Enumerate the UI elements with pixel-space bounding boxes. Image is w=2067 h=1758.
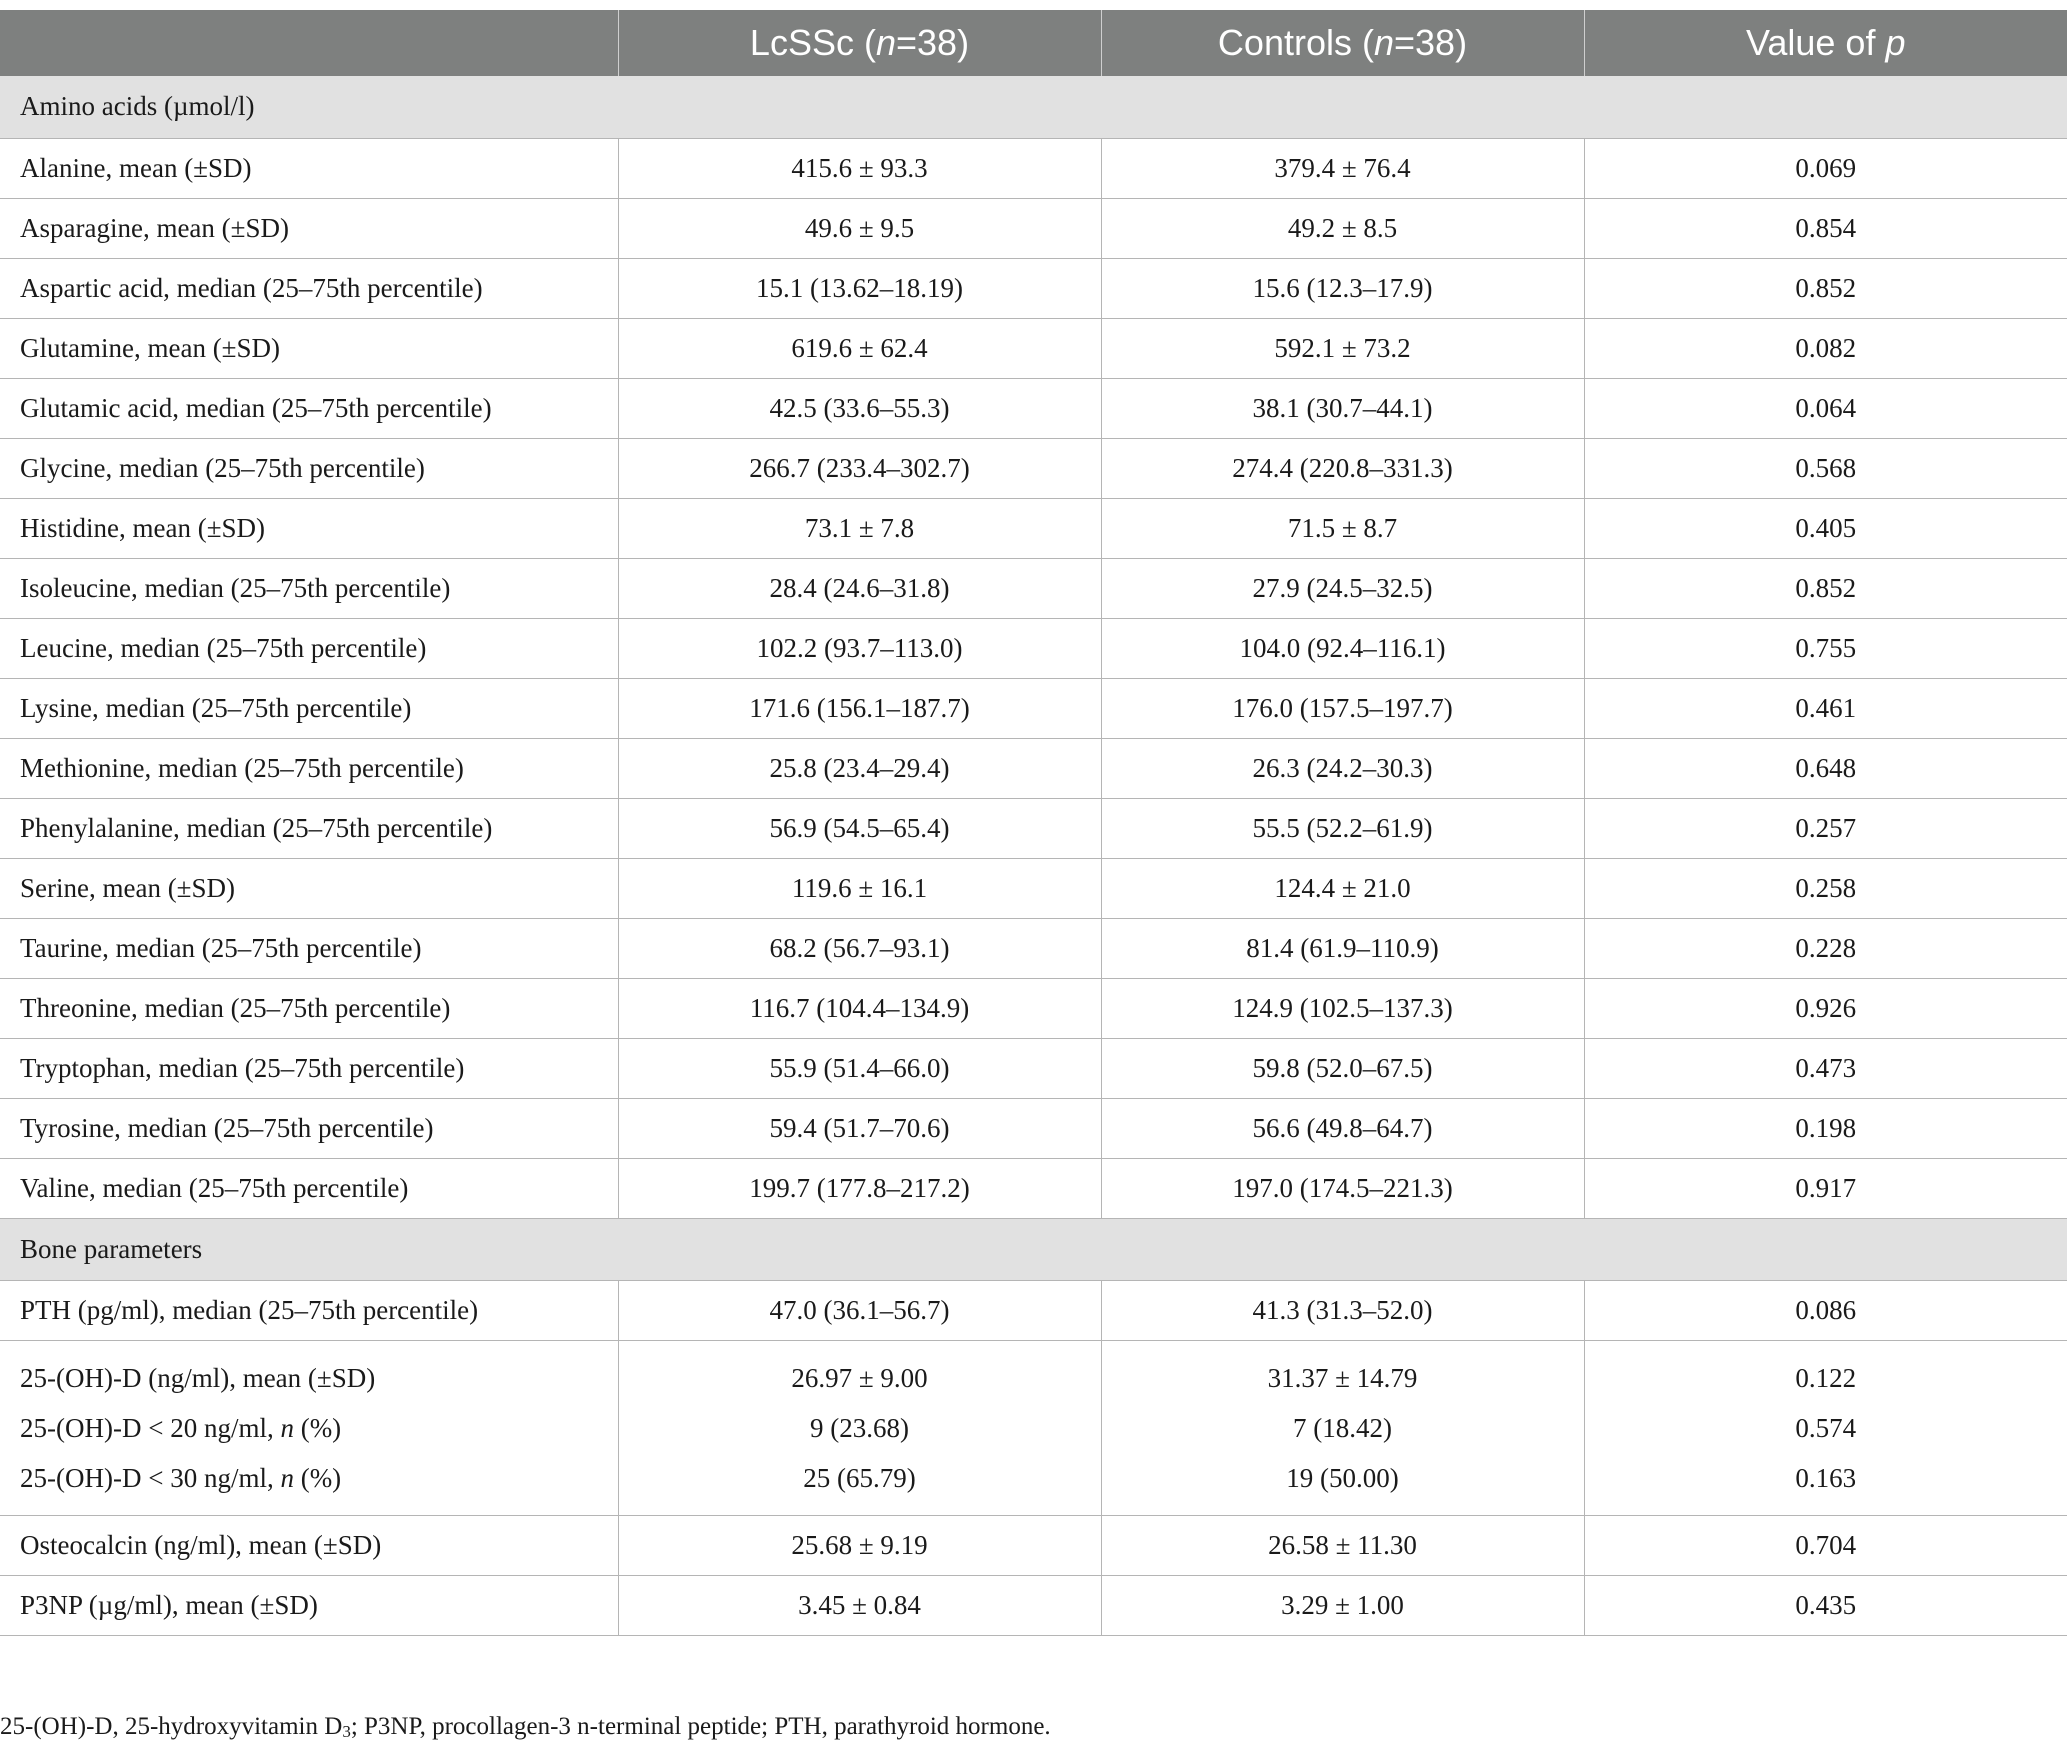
controls-value: 55.5 (52.2–61.9)	[1101, 798, 1584, 858]
lcssc-value: 116.7 (104.4–134.9)	[618, 978, 1101, 1038]
table-row	[0, 678, 2067, 738]
lcssc-value: 56.9 (54.5–65.4)	[618, 798, 1101, 858]
row-label: Glutamine, mean (±SD)	[0, 318, 618, 378]
p-value: 0.435	[1584, 1575, 2067, 1635]
row-label: Asparagine, mean (±SD)	[0, 198, 618, 258]
table-header	[0, 10, 2067, 76]
table-row	[0, 378, 2067, 438]
section-title: Bone parameters	[0, 1218, 2067, 1280]
vitd-label-mean: 25-(OH)-D (ng/ml), mean (±SD)	[20, 1362, 376, 1393]
controls-value: 49.2 ± 8.5	[1101, 198, 1584, 258]
controls-value: 27.9 (24.5–32.5)	[1101, 558, 1584, 618]
data-table	[0, 10, 2067, 1636]
table-row	[0, 1098, 2067, 1158]
row-label: Alanine, mean (±SD)	[0, 138, 618, 198]
table-row	[0, 318, 2067, 378]
p-value: 0.258	[1584, 858, 2067, 918]
table-row	[0, 1575, 2067, 1635]
table-row	[0, 978, 2067, 1038]
section-row-amino-acids	[0, 76, 2067, 138]
table-row	[0, 498, 2067, 558]
controls-value: 59.8 (52.0–67.5)	[1101, 1038, 1584, 1098]
controls-value: 31.37 ± 14.79 7 (18.42) 19 (50.00)	[1101, 1340, 1584, 1515]
lcssc-value: 415.6 ± 93.3	[618, 138, 1101, 198]
table-row	[0, 198, 2067, 258]
row-label: Tryptophan, median (25–75th percentile)	[0, 1038, 618, 1098]
controls-value: 274.4 (220.8–331.3)	[1101, 438, 1584, 498]
lcssc-value: 47.0 (36.1–56.7)	[618, 1280, 1101, 1340]
p-value: 0.069	[1584, 138, 2067, 198]
row-label: Taurine, median (25–75th percentile)	[0, 918, 618, 978]
lcssc-value: 25.8 (23.4–29.4)	[618, 738, 1101, 798]
table-row	[0, 798, 2067, 858]
section-row-bone-parameters	[0, 1218, 2067, 1280]
controls-value: 124.9 (102.5–137.3)	[1101, 978, 1584, 1038]
table-body	[0, 76, 2067, 1635]
lcssc-value: 73.1 ± 7.8	[618, 498, 1101, 558]
p-value: 0.917	[1584, 1158, 2067, 1218]
row-label: Osteocalcin (ng/ml), mean (±SD)	[0, 1515, 618, 1575]
row-label: Valine, median (25–75th percentile)	[0, 1158, 618, 1218]
vitd-label-lt30: 25-(OH)-D < 30 ng/ml, n (%)	[20, 1462, 342, 1493]
p-value: 0.648	[1584, 738, 2067, 798]
p-value: 0.473	[1584, 1038, 2067, 1098]
row-label: Glutamic acid, median (25–75th percentile)	[0, 378, 618, 438]
controls-value: 81.4 (61.9–110.9)	[1101, 918, 1584, 978]
row-label: Isoleucine, median (25–75th percentile)	[0, 558, 618, 618]
table-row	[0, 618, 2067, 678]
table-row	[0, 738, 2067, 798]
lcssc-value: 68.2 (56.7–93.1)	[618, 918, 1101, 978]
row-label: Leucine, median (25–75th percentile)	[0, 618, 618, 678]
lcssc-value: 3.45 ± 0.84	[618, 1575, 1101, 1635]
row-label: Glycine, median (25–75th percentile)	[0, 438, 618, 498]
lcssc-value: 28.4 (24.6–31.8)	[618, 558, 1101, 618]
table-row	[0, 1158, 2067, 1218]
row-label: PTH (pg/ml), median (25–75th percentile)	[0, 1280, 618, 1340]
vitd-label-lt20: 25-(OH)-D < 20 ng/ml, n (%)	[20, 1412, 342, 1443]
controls-value: 3.29 ± 1.00	[1101, 1575, 1584, 1635]
table-row	[0, 558, 2067, 618]
row-label: Phenylalanine, median (25–75th percentile)	[0, 798, 618, 858]
p-value: 0.086	[1584, 1280, 2067, 1340]
p-value: 0.704	[1584, 1515, 2067, 1575]
row-label: Aspartic acid, median (25–75th percentile)	[0, 258, 618, 318]
table-row	[0, 858, 2067, 918]
controls-value: 592.1 ± 73.2	[1101, 318, 1584, 378]
controls-value: 41.3 (31.3–52.0)	[1101, 1280, 1584, 1340]
row-label: Threonine, median (25–75th percentile)	[0, 978, 618, 1038]
controls-value: 197.0 (174.5–221.3)	[1101, 1158, 1584, 1218]
lcssc-value: 119.6 ± 16.1	[618, 858, 1101, 918]
p-value: 0.064	[1584, 378, 2067, 438]
lcssc-value: 171.6 (156.1–187.7)	[618, 678, 1101, 738]
controls-value: 71.5 ± 8.7	[1101, 498, 1584, 558]
lcssc-value: 42.5 (33.6–55.3)	[618, 378, 1101, 438]
lcssc-value: 25.68 ± 9.19	[618, 1515, 1101, 1575]
header-lcssc: LcSSc (n=38)	[618, 10, 1101, 76]
lcssc-value: 26.97 ± 9.00 9 (23.68) 25 (65.79)	[618, 1340, 1101, 1515]
row-label: Histidine, mean (±SD)	[0, 498, 618, 558]
p-value: 0.257	[1584, 798, 2067, 858]
controls-value: 104.0 (92.4–116.1)	[1101, 618, 1584, 678]
table-row	[0, 1038, 2067, 1098]
table-footnote: 25-(OH)-D, 25-hydroxyvitamin $D_3$; P3NP, procollagen-3 n-terminal peptide; PTH, parathyroid hormone.	[0, 1713, 1051, 1741]
p-value: 0.228	[1584, 918, 2067, 978]
table-row	[0, 138, 2067, 198]
p-value: 0.461	[1584, 678, 2067, 738]
header-blank	[0, 10, 618, 76]
row-label: Serine, mean (±SD)	[0, 858, 618, 918]
header-p-value: Value of p	[1584, 10, 2067, 76]
section-title: Amino acids (µmol/l)	[0, 76, 2067, 138]
p-value: 0.852	[1584, 558, 2067, 618]
lcssc-value: 102.2 (93.7–113.0)	[618, 618, 1101, 678]
lcssc-value: 199.7 (177.8–217.2)	[618, 1158, 1101, 1218]
p-value: 0.122 0.574 0.163	[1584, 1340, 2067, 1515]
controls-value: 15.6 (12.3–17.9)	[1101, 258, 1584, 318]
lcssc-value: 266.7 (233.4–302.7)	[618, 438, 1101, 498]
table-row	[0, 258, 2067, 318]
controls-value: 38.1 (30.7–44.1)	[1101, 378, 1584, 438]
p-value: 0.852	[1584, 258, 2067, 318]
header-controls: Controls (n=38)	[1101, 10, 1584, 76]
p-value: 0.568	[1584, 438, 2067, 498]
row-label: P3NP (µg/ml), mean (±SD)	[0, 1575, 618, 1635]
table-row	[0, 1280, 2067, 1340]
controls-value: 379.4 ± 76.4	[1101, 138, 1584, 198]
p-value: 0.755	[1584, 618, 2067, 678]
lcssc-value: 55.9 (51.4–66.0)	[618, 1038, 1101, 1098]
p-value: 0.405	[1584, 498, 2067, 558]
lcssc-value: 49.6 ± 9.5	[618, 198, 1101, 258]
controls-value: 26.58 ± 11.30	[1101, 1515, 1584, 1575]
controls-value: 56.6 (49.8–64.7)	[1101, 1098, 1584, 1158]
controls-value: 176.0 (157.5–197.7)	[1101, 678, 1584, 738]
row-label: Methionine, median (25–75th percentile)	[0, 738, 618, 798]
p-value: 0.854	[1584, 198, 2067, 258]
controls-value: 124.4 ± 21.0	[1101, 858, 1584, 918]
table-row	[0, 1515, 2067, 1575]
p-value: 0.082	[1584, 318, 2067, 378]
row-label	[0, 1340, 618, 1515]
lcssc-value: 15.1 (13.62–18.19)	[618, 258, 1101, 318]
row-label: Lysine, median (25–75th percentile)	[0, 678, 618, 738]
row-label: Tyrosine, median (25–75th percentile)	[0, 1098, 618, 1158]
table-row-vitamin-d	[0, 1340, 2067, 1515]
p-value: 0.198	[1584, 1098, 2067, 1158]
lcssc-value: 619.6 ± 62.4	[618, 318, 1101, 378]
lcssc-value: 59.4 (51.7–70.6)	[618, 1098, 1101, 1158]
table-row	[0, 438, 2067, 498]
controls-value: 26.3 (24.2–30.3)	[1101, 738, 1584, 798]
table-container	[0, 10, 2067, 1636]
table-row	[0, 918, 2067, 978]
p-value: 0.926	[1584, 978, 2067, 1038]
